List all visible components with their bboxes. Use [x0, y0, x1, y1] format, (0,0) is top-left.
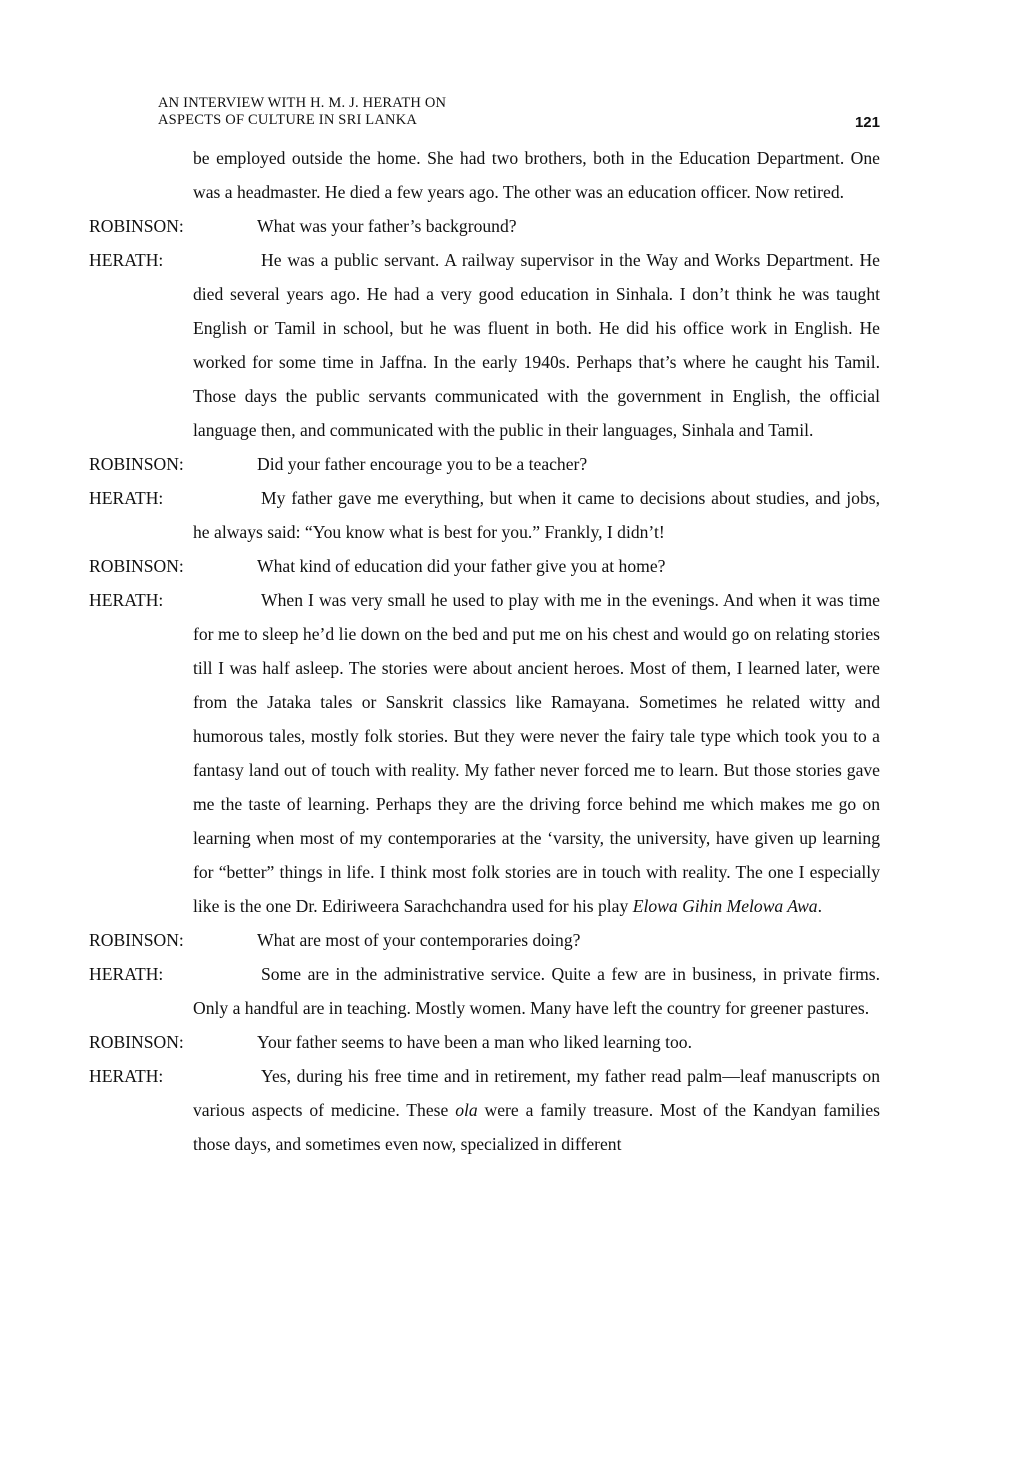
turn-text: My father gave me everything, but when it came to decisions about studies, and jobs, he always said: “You know what is best for you.” Frankly, I didn’t!: [193, 488, 880, 542]
turn-text: What was your father’s background?: [257, 216, 517, 236]
turn-text: He was a public servant. A railway supervisor in the Way and Works Department. He died several years ago. He had a very good education in Sinhala. I don’t think he was taught English or Tamil in school, but he was fluent in both. He did his office work in English. He worked for some time in Jaffna. In the early 1940s. Perhaps that’s where he caught his Tamil. Those days the public servants communicated with the government in English, the official language then, and communicated with the public in their languages, Sinhala and Tamil.: [193, 250, 880, 440]
dialogue-turn: [89, 923, 880, 957]
turn-text-continued: were a family treasure. Most of the Kandyan families those days, and sometimes even now, specialized in different: [193, 1100, 880, 1154]
running-head-line-2: ASPECTS OF CULTURE IN SRI LANKA: [158, 112, 418, 128]
dialogue-turn: [89, 549, 880, 583]
turn-text: What are most of your contemporaries doing?: [257, 930, 581, 950]
speaker-label: ROBINSON:: [89, 930, 184, 950]
speaker-label: HERATH:: [89, 488, 164, 508]
turn-text: Yes, during his free time and in retirement, my father read palm—leaf manuscripts on various aspects of medicine. These: [193, 1066, 880, 1120]
turn-text: Some are in the administrative service. Quite a few are in business, in private firms. Only a handful are in teaching. Mostly women. Many have left the country for greener pastures.: [193, 964, 880, 1018]
speaker-label: HERATH:: [89, 1066, 164, 1086]
turn-text: When I was very small he used to play with me in the evenings. And when it was time for me to sleep he’d lie down on the bed and put me on his chest and would go on relating stories till I was half asleep. The stories were about ancient heroes. Most of them, I learned later, were from the Jataka tales or Sanskrit classics like Ramayana. Sometimes he related witty and humorous tales, mostly folk stories. But they were never the fairy tale type which took you to a fantasy land out of touch with reality. My father never forced me to learn. But those stories gave me the taste of learning. Perhaps they are the driving force behind me which makes me go on learning when most of my contemporaries at the ‘varsity, the university, have given up learning for “better” things in life. I think most folk stories are in touch with reality. The one I especially like is the one Dr. Ediriweera Sarachchandra used for his play: [193, 590, 880, 916]
running-head: [158, 95, 878, 129]
interview-body: [89, 141, 880, 1161]
turn-punctuation: .: [817, 896, 823, 916]
speaker-label: HERATH:: [89, 964, 164, 984]
running-head-line-1: AN INTERVIEW WITH H. M. J. HERATH ON: [158, 95, 447, 111]
speaker-label: ROBINSON:: [89, 1032, 184, 1052]
speaker-label: ROBINSON:: [89, 454, 184, 474]
page-number: 121: [854, 114, 880, 131]
dialogue-turn: [89, 1025, 880, 1059]
dialogue-turn: [89, 447, 880, 481]
turn-text: Did your father encourage you to be a teacher?: [257, 454, 588, 474]
dialogue-turn: [89, 1059, 880, 1161]
speaker-label: HERATH:: [89, 250, 164, 270]
dialogue-turn: [89, 957, 880, 1025]
continuation-paragraph: be employed outside the home. She had two brothers, both in the Education Department. One was a headmaster. He died a few years ago. The other was an education officer. Now retired.: [193, 148, 880, 202]
dialogue-turn: [89, 243, 880, 447]
speaker-label: HERATH:: [89, 590, 164, 610]
speaker-label: ROBINSON:: [89, 556, 184, 576]
dialogue-turn: [89, 209, 880, 243]
turn-text: What kind of education did your father give you at home?: [257, 556, 666, 576]
turn-text: Your father seems to have been a man who liked learning too.: [257, 1032, 693, 1052]
ola-term: ola: [455, 1100, 478, 1120]
play-title: Elowa Gihin Melowa Awa: [632, 896, 818, 916]
speaker-label: ROBINSON:: [89, 216, 184, 236]
dialogue-turn: [89, 583, 880, 923]
dialogue-turn: [89, 481, 880, 549]
